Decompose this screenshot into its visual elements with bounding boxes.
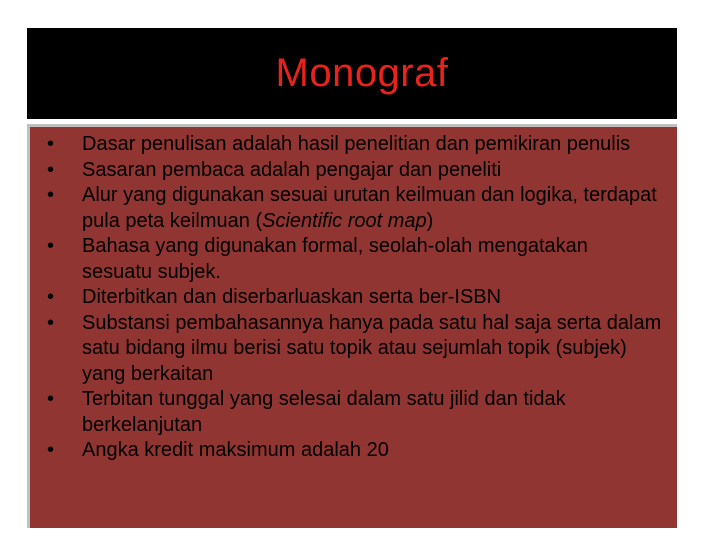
bullet-point-icon: •: [47, 158, 55, 181]
title-bar: [27, 28, 677, 119]
slide-title: Monograf: [275, 51, 449, 95]
bullet-point-icon: •: [47, 235, 55, 257]
bullet-point-icon: •: [47, 388, 55, 410]
bullet-list: [20, 132, 670, 464]
bullet-item: [20, 387, 670, 438]
bullet-text: Alur yang digunakan sesuai urutan keilmuan dan logika, terdapat pula peta keilmuan (: [82, 184, 657, 232]
bullet-text: Bahasa yang digunakan formal, seolah-olah mengatakan sesuatu subjek.: [82, 235, 588, 283]
bullet-text: Substansi pembahasannya hanya pada satu hal saja serta dalam satu bidang ilmu berisi satu topik atau sejumlah topik (subjek) yang berkaitan: [82, 311, 662, 385]
bullet-text: ): [426, 209, 434, 232]
bullet-text: Sasaran pembaca adalah pengajar dan peneliti: [82, 158, 502, 181]
bullet-item: [20, 285, 670, 311]
bullet-item: [20, 311, 670, 388]
bullet-text: Terbitan tunggal yang selesai dalam satu jilid dan tidak berkelanjutan: [82, 388, 566, 436]
bullet-point-icon: •: [47, 311, 55, 334]
bullet-point-icon: •: [47, 439, 55, 461]
bullet-item: [20, 234, 670, 285]
bullet-item: [20, 132, 670, 158]
bullet-item: [20, 158, 670, 184]
bullet-text-italic: Scientific root map: [262, 209, 427, 232]
bullet-point-icon: •: [47, 133, 55, 155]
bullet-point-icon: •: [47, 286, 55, 308]
bullet-text: Dasar penulisan adalah hasil penelitian dan pemikiran penulis: [82, 133, 631, 155]
bullet-text: Angka kredit maksimum adalah 20: [82, 439, 389, 461]
bullet-item: [20, 438, 670, 464]
bullet-point-icon: •: [47, 184, 55, 206]
bullet-text: Diterbitkan dan diserbarluaskan serta ber-ISBN: [82, 286, 502, 308]
bullet-item: [20, 183, 670, 234]
